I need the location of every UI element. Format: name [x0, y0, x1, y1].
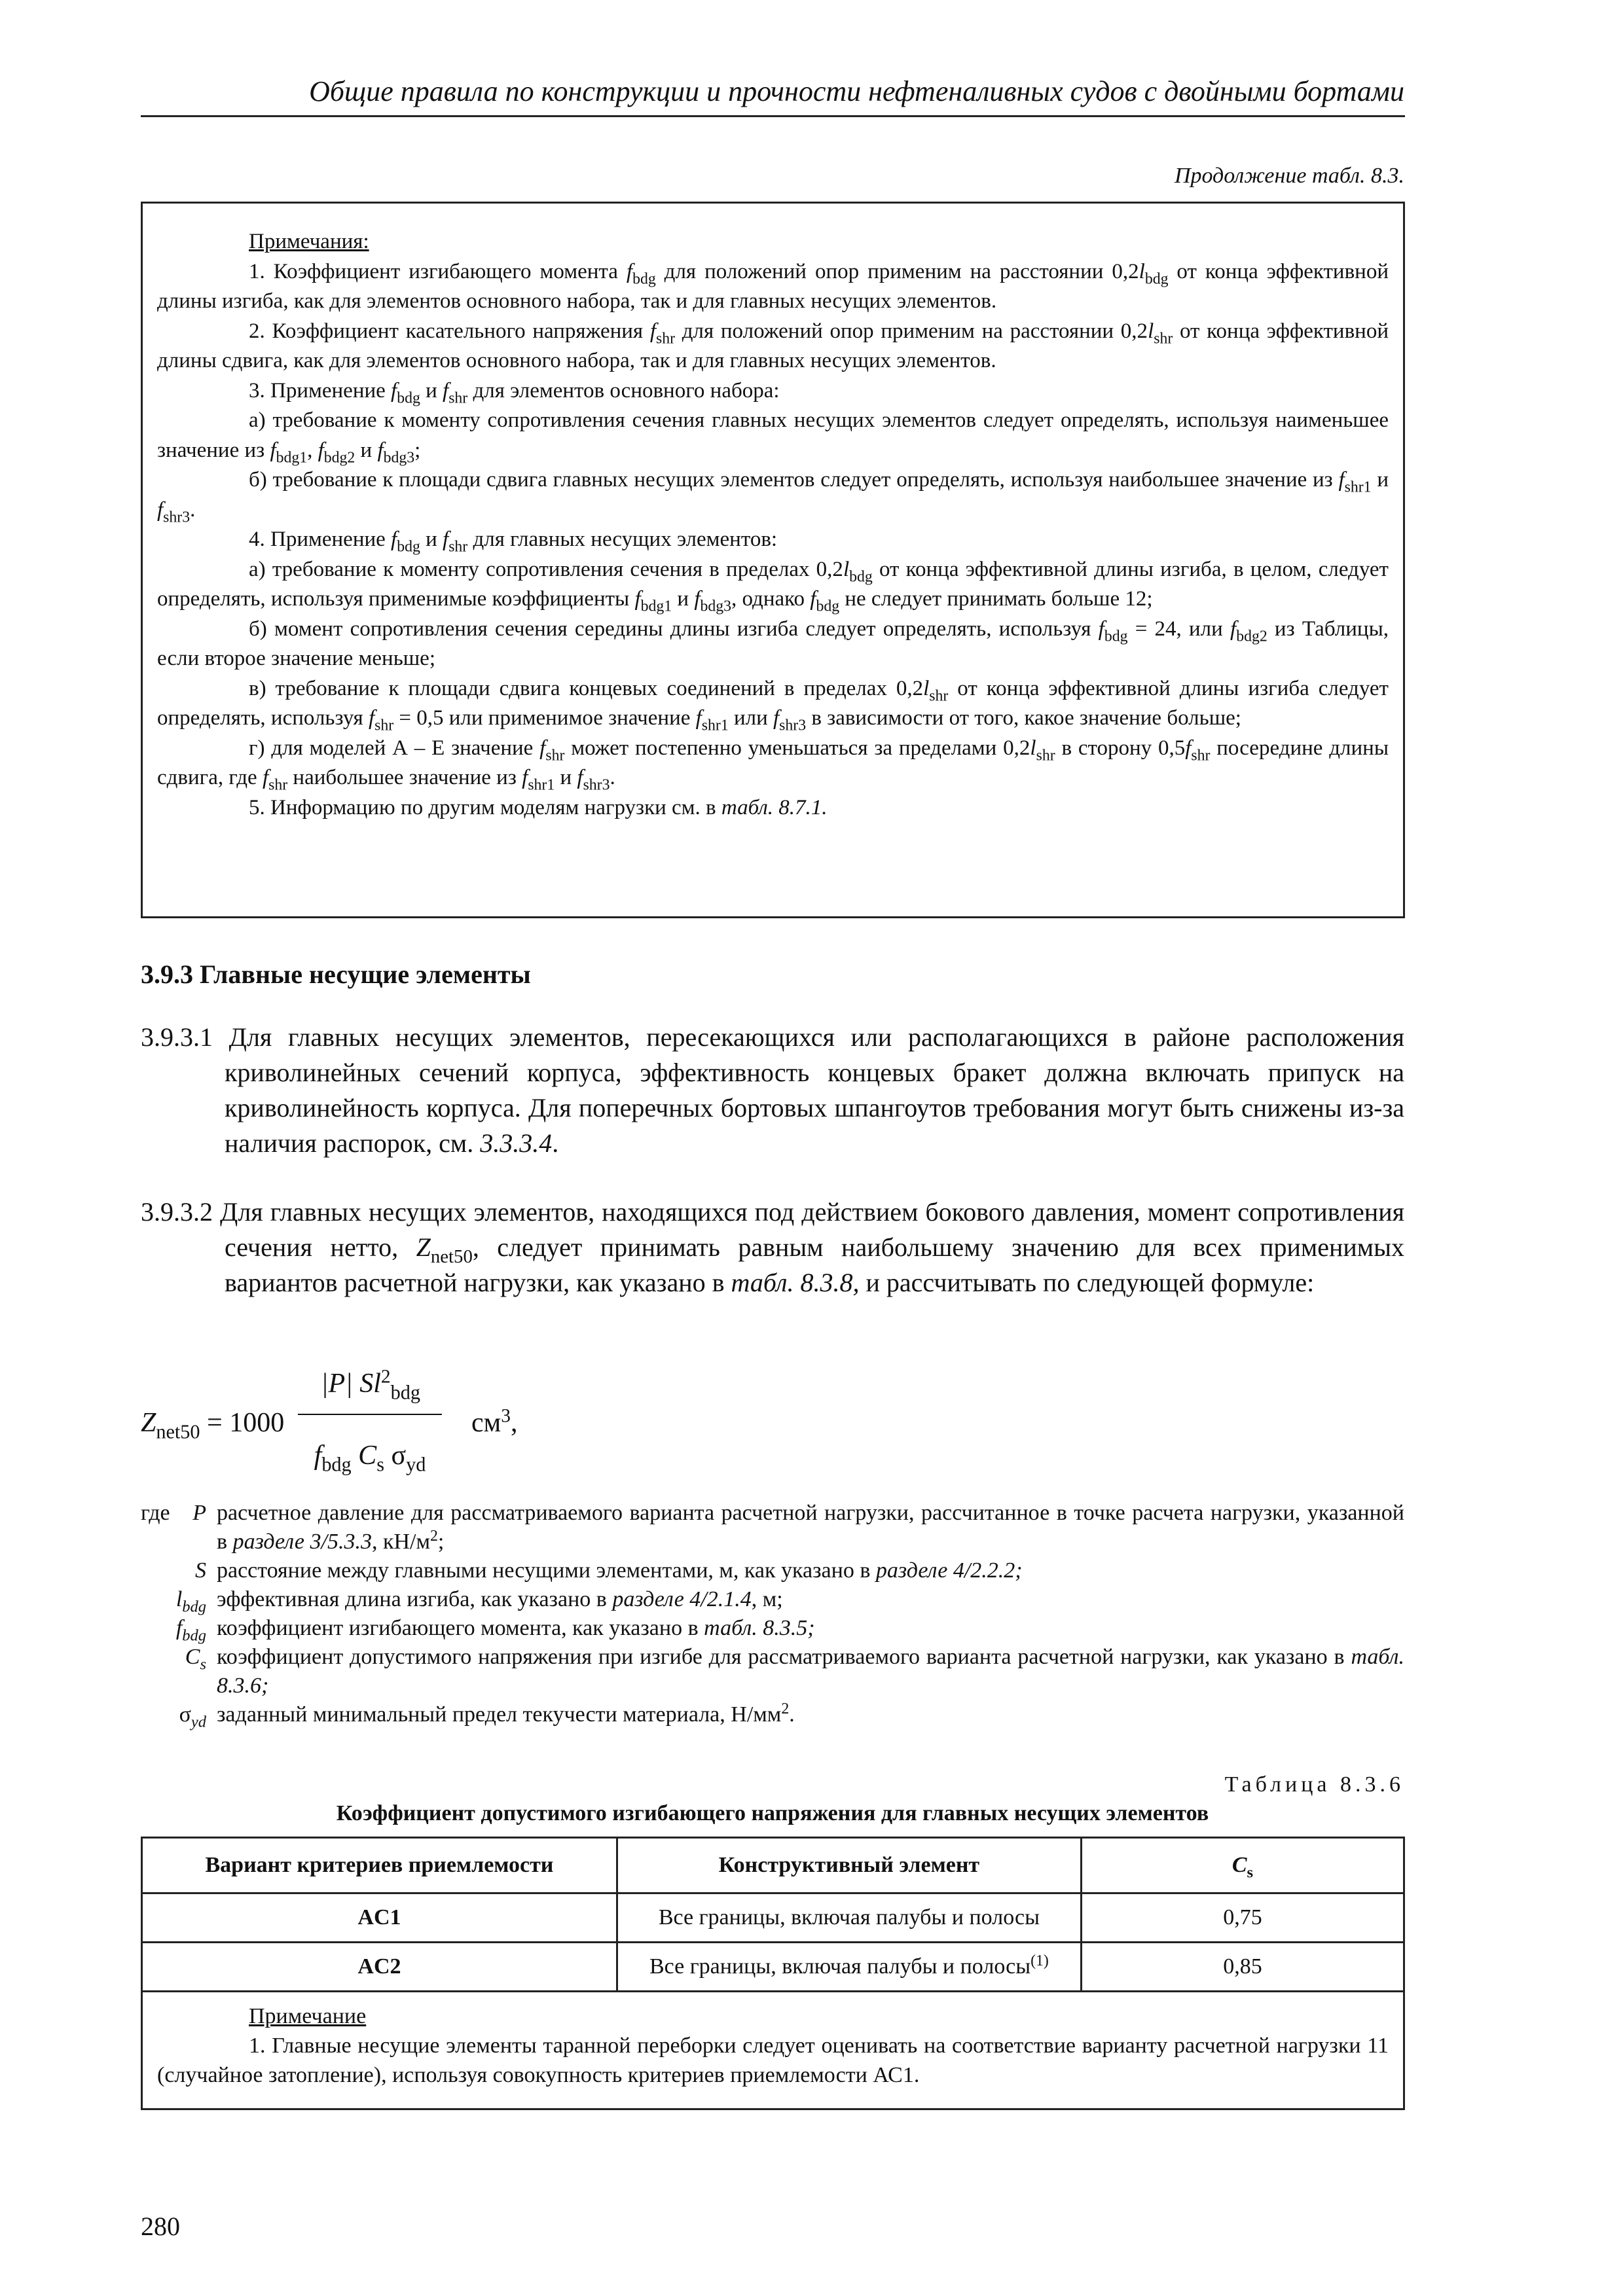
header-cs: $C_s$	[1081, 1838, 1404, 1893]
where-P: где P расчетное давление для рассматриваемого варианта расчетной нагрузки, рассчитанное в точке расчета нагрузки, указанной в разделе 3/5.3.3, $кН/м^2$;	[141, 1501, 1404, 1554]
header-element: Конструктивный элемент	[617, 1838, 1081, 1893]
cell-cs: 0,75	[1081, 1893, 1404, 1943]
notes-heading: Примечания:	[249, 230, 369, 253]
cell-element: Все границы, включая палубы и полосы	[617, 1893, 1081, 1943]
formula-znet50	[141, 1368, 795, 1479]
formula-unit: $см^3$,	[471, 1405, 518, 1438]
header-variant: Вариант критериев приемлемости	[142, 1838, 617, 1893]
paragraph-3-9-3-2: 3.9.3.2 Для главных несущих элементов, находящихся под действием бокового давления, момент сопротивления сечения нетто, $Z_{net50}$, следует принимать равным наибольшему значению для всех применимых вариантов расчетной нагрузки, как указано в табл. 8.3.8, и рассчитывать по следующей формуле:	[141, 1197, 1404, 1297]
note-3b: б) требование к площади сдвига главных несущих элементов следует определять, используя наибольшее значение из $f_{shr1}$ и $f_{shr3}$.	[157, 468, 1389, 526]
where-f: $f_{bdg}$ коэффициент изгибающего момента, как указано в табл. 8.3.5;	[175, 1616, 815, 1645]
table-row	[142, 1943, 1404, 1992]
fraction-bar	[298, 1414, 442, 1415]
table-note-row	[142, 1992, 1404, 2109]
cell-element: Все границы, включая палубы и полосы$^{(1)}$	[617, 1943, 1081, 1992]
formula-denominator: $f_{bdg}$ $C_s$ $\sigma_{yd}$	[314, 1441, 426, 1476]
where-l: $l_{bdg}$ эффективная длина изгиба, как указано в разделе 4/2.1.4, м;	[175, 1587, 783, 1616]
where-sigma: $\sigma_{yd}$ заданный минимальный предел текучести материала, $Н/мм^2$.	[179, 1700, 795, 1731]
cell-variant: AC1	[142, 1893, 617, 1943]
header-rule	[141, 115, 1405, 117]
note-4d: г) для моделей А – Е значение $f_{shr}$ может постепенно уменьшаться за пределами $0,2l_{shr}$ в сторону $0,5f_{shr}$ посередине длины сдвига, где $f_{shr}$ наибольшее значение из $f_{shr1}$ и $f_{shr3}$.	[157, 736, 1389, 794]
formula-numerator: |P| $Sl^2_{bdg}$	[321, 1366, 420, 1404]
coefficient-table	[141, 1837, 1405, 2110]
section-title: 3.9.3 Главные несущие элементы	[141, 960, 531, 989]
cell-cs: 0,85	[1081, 1943, 1404, 1992]
formula-lhs: $Z_{net50} = 1000$	[141, 1408, 285, 1443]
note-4b: б) момент сопротивления сечения середины длины изгиба следует определять, используя $f_{bdg} = 24$, или $f_{bdg2}$ из Таблицы, если второе значение меньше;	[157, 617, 1389, 670]
running-header: Общие правила по конструкции и прочности нефтеналивных судов с двойными бортами	[309, 75, 1404, 107]
where-C: $C_s$ коэффициент допустимого напряжения при изгибе для рассматриваемого варианта расчетной нагрузки, как указано в табл. 8.3.6;	[185, 1645, 1404, 1698]
where-S: S расстояние между главными несущими элементами, м, как указано в разделе 4/2.2.2;	[195, 1558, 1023, 1583]
note-5: 5. Информацию по другим моделям нагрузки см. в табл. 8.7.1.	[249, 795, 828, 819]
note-3a: а) требование к моменту сопротивления сечения главных несущих элементов следует определять, используя наименьшее значение из $f_{bdg1}$, $f_{bdg2}$ и $f_{bdg3}$;	[157, 408, 1389, 466]
continuation-label: Продолжение табл. 8.3.	[1174, 164, 1404, 188]
note-3: 3. Применение $f_{bdg}$ и $f_{shr}$ для элементов основного набора:	[249, 378, 780, 406]
cell-variant: AC2	[142, 1943, 617, 1992]
page-number: 280	[141, 2212, 180, 2241]
note-4: 4. Применение $f_{bdg}$ и $f_{shr}$ для главных несущих элементов:	[249, 528, 778, 556]
note-2: 2. Коэффициент касательного напряжения $f_{shr}$ для положений опор применим на расстоянии $0,2l_{shr}$ от конца эффективной длины сдвига, как для элементов основного набора, так и для главных несущих элементов.	[157, 319, 1389, 372]
table-ref-link: табл. 8.7.1.	[721, 795, 828, 819]
table-label: Таблица 8.3.6	[1224, 1772, 1404, 1797]
table-header-row	[142, 1838, 1404, 1893]
note-4c: в) требование к площади сдвига концевых соединений в пределах $0,2l_{shr}$ от конца эффективной длины изгиба следует определять, используя $f_{shr} = 0,5$ или применимое значение $f_{shr1}$ или $f_{shr3}$ в зависимости от того, какое значение больше;	[157, 676, 1389, 734]
table-note: Примечание 1. Главные несущие элементы таранной переборки следует оценивать на соответствие варианту расчетной нагрузки 11 (случайное затопление), используя совокупность критериев приемлемости АС1.	[142, 1992, 1404, 2109]
note-1: 1. Коэффициент изгибающего момента $f_{bdg}$ для положений опор применим на расстоянии $0,2l_{bdg}$ от конца эффективной длины изгиба, как для элементов основного набора, так и для главных несущих элементов.	[157, 259, 1389, 313]
where-list	[141, 1499, 1404, 1729]
notes-box	[141, 202, 1405, 918]
table-row	[142, 1893, 1404, 1943]
table-title: Коэффициент допустимого изгибающего напряжения для главных несущих элементов	[336, 1801, 1209, 1825]
note-4a: а) требование к моменту сопротивления сечения в пределах $0,2l_{bdg}$ от конца эффективной длины изгиба, в целом, следует определять, используя применимые коэффициенты $f_{bdg1}$ и $f_{bdg3}$, однако $f_{bdg}$ не следует принимать больше 12;	[157, 557, 1389, 615]
paragraph-3-9-3-1: 3.9.3.1 Для главных несущих элементов, пересекающихся или располагающихся в районе расположения криволинейных сечений корпуса, эффективность концевых бракет должна включать припуск на криволинейность корпуса. Для поперечных бортовых шпангоутов требования могут быть снижены из-за наличия распорок, см. 3.3.3.4.	[141, 1022, 1404, 1158]
